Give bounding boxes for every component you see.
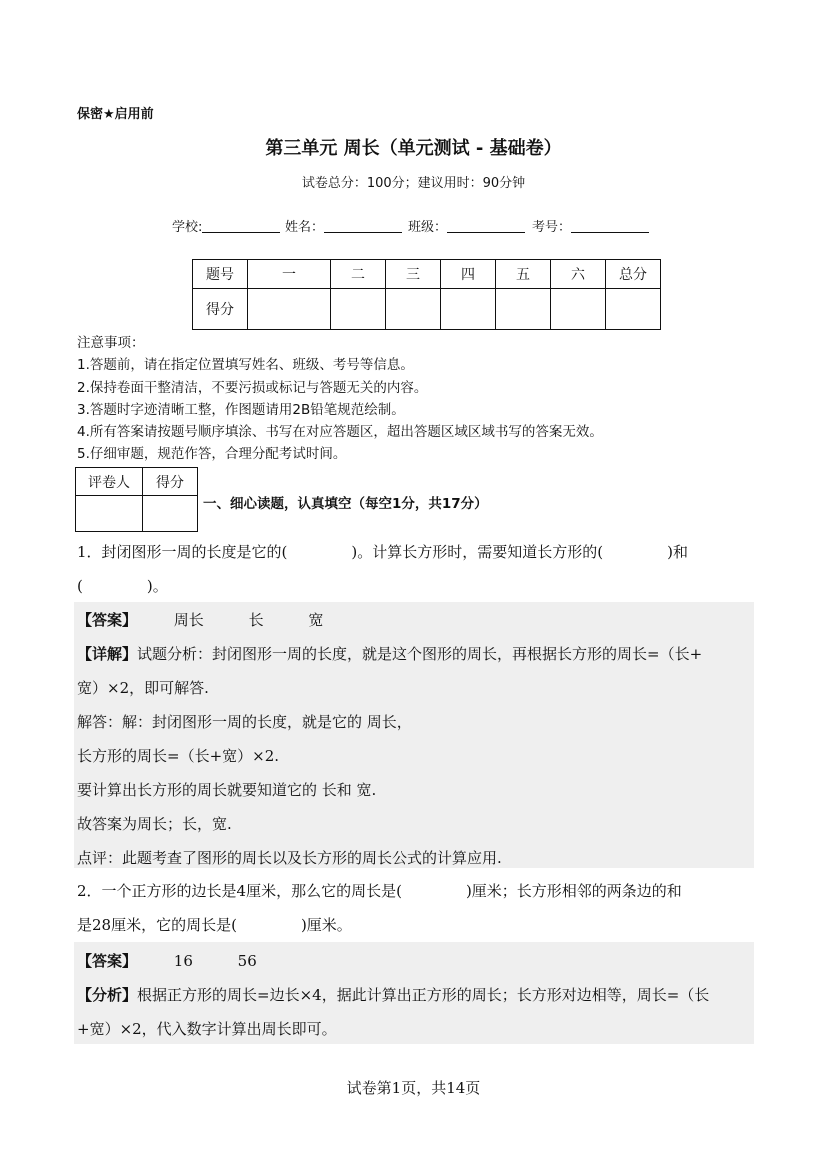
q1-text: )。 [146, 577, 168, 595]
school-label: 学校: [172, 220, 203, 235]
answer-tag: 【答案】 [77, 952, 138, 970]
note-item: 5.仔细审题，规范作答，合理分配考试时间。 [77, 446, 347, 463]
grader-cell[interactable] [76, 496, 143, 532]
school-field[interactable] [172, 216, 280, 235]
question-2-line-1 [77, 881, 682, 901]
note-item: 1.答题前，请在指定位置填写姓名、班级、考号等信息。 [77, 357, 414, 374]
note-item: 3.答题时字迹清晰工整，作图题请用2B铅笔规范绘制。 [77, 401, 405, 418]
confidential-label: 保密★启用前 [77, 107, 154, 122]
q2-text: 是28厘米，它的周长是( [77, 916, 237, 934]
question-1-line-1 [77, 542, 688, 562]
page-footer: 试卷第1页，共14页 [346, 1079, 481, 1097]
grader-label: 评卷人 [76, 468, 143, 496]
answer-value: 周长 [173, 611, 204, 629]
score-table-header-row [193, 260, 661, 289]
q1-text: )和 [667, 543, 688, 561]
grader-table [75, 467, 198, 532]
question-2-line-2 [77, 915, 352, 935]
score-cell[interactable] [496, 289, 551, 330]
name-label: 姓名： [285, 220, 325, 235]
score-cell[interactable] [441, 289, 496, 330]
analysis-tag: 【分析】 [77, 986, 138, 1004]
q1-comment: 点评：此题考查了图形的周长以及长方形的周长公式的计算应用. [77, 849, 502, 867]
q1-solution-line-2: 长方形的周长=（长+宽）×2. [77, 747, 280, 765]
q2-answer-line [77, 950, 257, 971]
answer-value: 长 [248, 611, 264, 629]
detail-tag: 【详解】 [77, 645, 138, 663]
detail-text: 试题分析：封闭图形一周的长度，就是这个图形的周长，再根据长方形的周长=（长+ [137, 645, 703, 663]
score-cell[interactable] [331, 289, 386, 330]
q1-text: 1．封闭图形一周的长度是它的( [77, 543, 288, 561]
q1-solution-line-3: 要计算出长方形的周长就要知道它的 长和 宽. [77, 781, 377, 799]
answer-value: 宽 [308, 611, 324, 629]
name-blank[interactable] [324, 218, 402, 233]
school-blank[interactable] [202, 218, 280, 233]
q1-solution-line-1: 解答：解：封闭图形一周的长度，就是它的 周长， [77, 713, 412, 731]
note-item: 4.所有答案请按题号顺序填涂、书写在对应答题区，超出答题区域区域书写的答案无效。 [77, 424, 603, 441]
class-field[interactable] [408, 216, 525, 235]
exam-subtitle: 试卷总分：100分；建议用时：90分钟 [301, 176, 526, 191]
class-label: 班级： [408, 220, 448, 235]
score-row-label: 得分 [193, 289, 248, 330]
notes-title: 注意事项： [77, 335, 145, 351]
class-blank[interactable] [447, 218, 525, 233]
q1-detail-line-1 [77, 643, 702, 664]
score-cell[interactable] [386, 289, 441, 330]
score-header-cell: 四 [441, 260, 496, 289]
answer-value: 56 [237, 952, 257, 970]
score-cell[interactable] [606, 289, 661, 330]
q2-text: )厘米。 [300, 916, 352, 934]
answer-tag: 【答案】 [77, 611, 138, 629]
question-1-line-2 [77, 576, 168, 596]
score-cell[interactable] [248, 289, 331, 330]
score-header-cell: 一 [248, 260, 331, 289]
score-header-cell: 五 [496, 260, 551, 289]
q1-solution-line-4: 故答案为周长；长，宽. [77, 815, 232, 833]
grader-score-label: 得分 [143, 468, 198, 496]
score-table-score-row [193, 289, 661, 330]
answer-value: 16 [173, 952, 193, 970]
score-header-cell: 六 [551, 260, 606, 289]
q2-analysis-line-2: +宽）×2，代入数字计算出周长即可。 [77, 1020, 337, 1038]
exam-no-blank[interactable] [571, 218, 649, 233]
q1-text: )。计算长方形时，需要知道长方形的( [351, 543, 604, 561]
q2-text: 2．一个正方形的边长是4厘米，那么它的周长是( [77, 882, 402, 900]
notes-section [77, 332, 603, 466]
score-header-cell: 题号 [193, 260, 248, 289]
section-one-title: 一、细心读题，认真填空（每空1分，共17分） [203, 496, 488, 512]
score-cell[interactable] [551, 289, 606, 330]
q1-text: ( [77, 577, 83, 595]
score-table [192, 259, 661, 330]
q2-analysis-line-1 [77, 984, 709, 1005]
page-title: 第三单元 周长（单元测试 - 基础卷） [265, 138, 562, 159]
q1-answer-line [77, 609, 323, 630]
score-header-cell: 总分 [606, 260, 661, 289]
q2-text: )厘米；长方形相邻的两条边的和 [465, 882, 682, 900]
note-item: 2.保持卷面干整清洁，不要污损或标记与答题无关的内容。 [77, 379, 428, 396]
grader-score-cell[interactable] [143, 496, 198, 532]
exam-no-label: 考号： [532, 220, 572, 235]
analysis-text: 根据正方形的周长=边长×4，据此计算出正方形的周长；长方形对边相等，周长=（长 [137, 986, 710, 1004]
exam-no-field[interactable] [532, 216, 649, 235]
name-field[interactable] [285, 216, 402, 235]
score-header-cell: 三 [386, 260, 441, 289]
score-header-cell: 二 [331, 260, 386, 289]
q1-detail-line-2: 宽）×2，即可解答. [77, 679, 209, 697]
